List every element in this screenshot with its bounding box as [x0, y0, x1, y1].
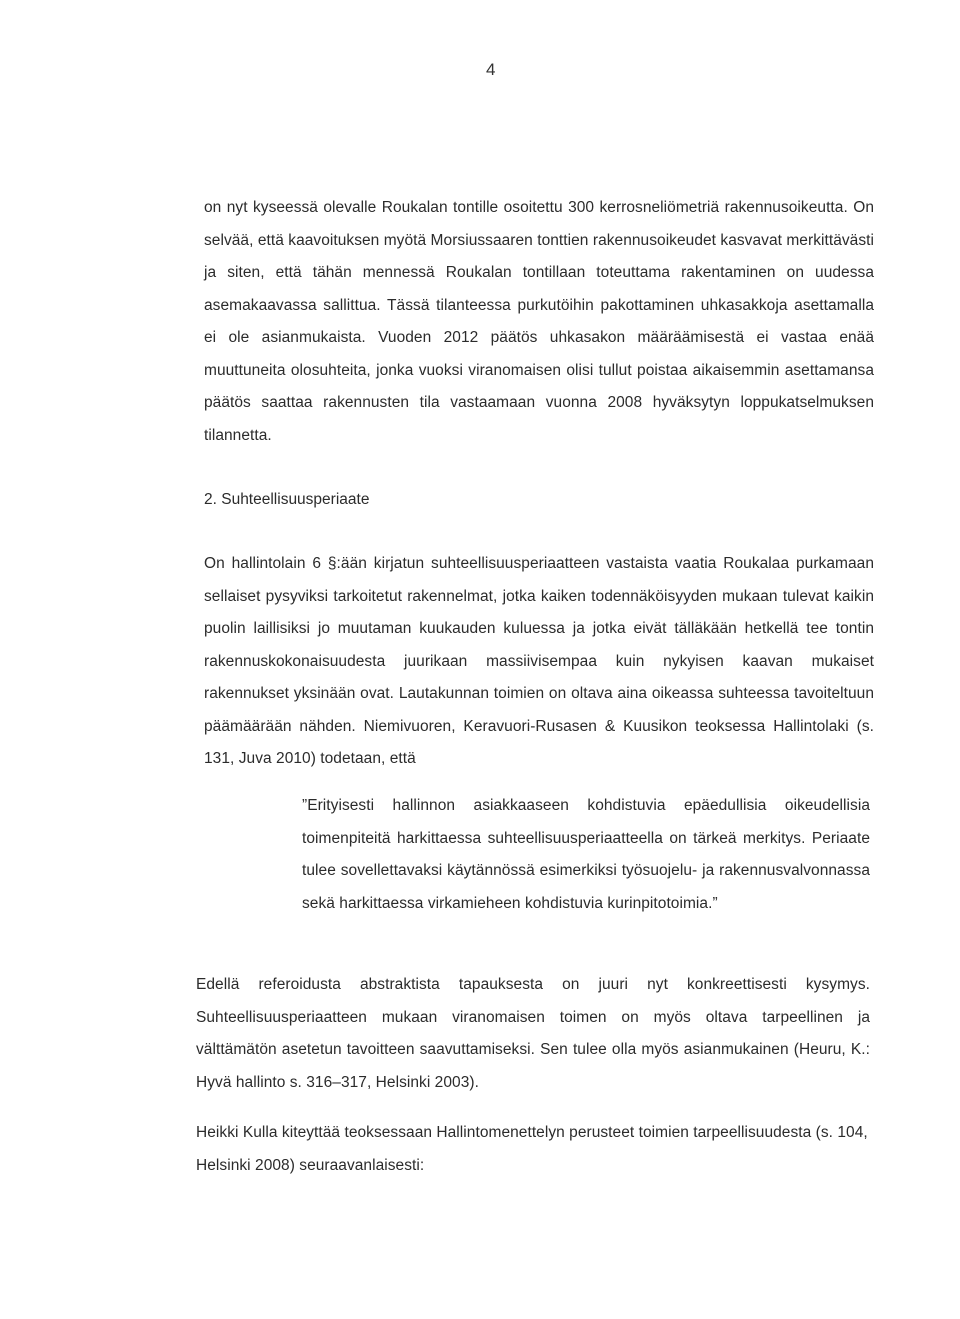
page-number: 4: [486, 60, 496, 79]
block-quote: ”Erityisesti hallinnon asiakkaaseen kohdistuvia epäedullisia oikeudellisia toimenpiteitä harkittaessa suhteellisuusperiaatteella on tärkeä merkitys. Periaate tulee sovellettavaksi käytännössä esimerkiksi työsuojelu- ja rakennusvalvonnassa sekä harkittaessa virkamieheen kohdistuvia kurinpitotoimia.”: [302, 797, 870, 912]
paragraph-abstract-case: Edellä referoidusta abstraktista tapauksesta on juuri nyt konkreettisesti kysymys. Suhteellisuusperiaatteen mukaan viranomaisen toimen on myös oltava tarpeellinen ja välttämätön asetetun tavoitteen saavuttamiseksi. Sen tulee olla myös asianmukainen (Heuru, K.: Hyvä hallinto s. 316–317, Helsinki 2003).: [196, 976, 870, 1091]
paragraph-proportionality: On hallintolain 6 §:ään kirjatun suhteellisuusperiaatteen vastaista vaatia Roukalaa purkamaan sellaiset pysyviksi tarkoitetut rakennelmat, jotka kaiken todennäköisyyden mukaan tulevat kaikin puolin laillisiksi jo muutaman kuukauden kuluessa ja jotka eivät tälläkään hetkellä tee tontin rakennuskokonaisuudesta juurikaan massiivisempaa kuin nykyisen kaavan mukaiset rakennukset yksinään ovat. Lautakunnan toimien on oltava aina oikeassa suhteessa tavoiteltuun päämäärään nähden. Niemivuoren, Keravuori-Rusasen & Kuusikon teoksessa Hallintolaki (s. 131, Juva 2010) todetaan, että: [204, 555, 874, 767]
paragraph-continuation: on nyt kyseessä olevalle Roukalan tontille osoitettu 300 kerrosneliömetriä rakennusoikeutta. On selvää, että kaavoituksen myötä Morsiussaaren tonttien rakennusoikeudet kasvavat merkittävästi ja siten, että tähän mennessä Roukalan tontillaan toteuttama rakentaminen on uudessa asemakaavassa sallittua. Tässä tilanteessa purkutöihin pakottaminen uhkasakkoja asettamalla ei ole asianmukaista. Vuoden 2012 päätös uhkasakon määräämisestä ei vastaa enää muuttuneita olosuhteita, jonka vuoksi viranomaisen olisi tullut poistaa aikaisemmin asettamansa päätös saattaa rakennusten tila vastaamaan vuonna 2008 hyväksytyn loppukatselmuksen tilannetta.: [204, 199, 874, 444]
paragraph-kulla: Heikki Kulla kiteyttää teoksessaan Hallintomenettelyn perusteet toimien tarpeellisuudesta (s. 104, Helsinki 2008) seuraavanlaisesti:: [196, 1124, 868, 1174]
section-heading: 2. Suhteellisuusperiaate: [204, 491, 370, 508]
